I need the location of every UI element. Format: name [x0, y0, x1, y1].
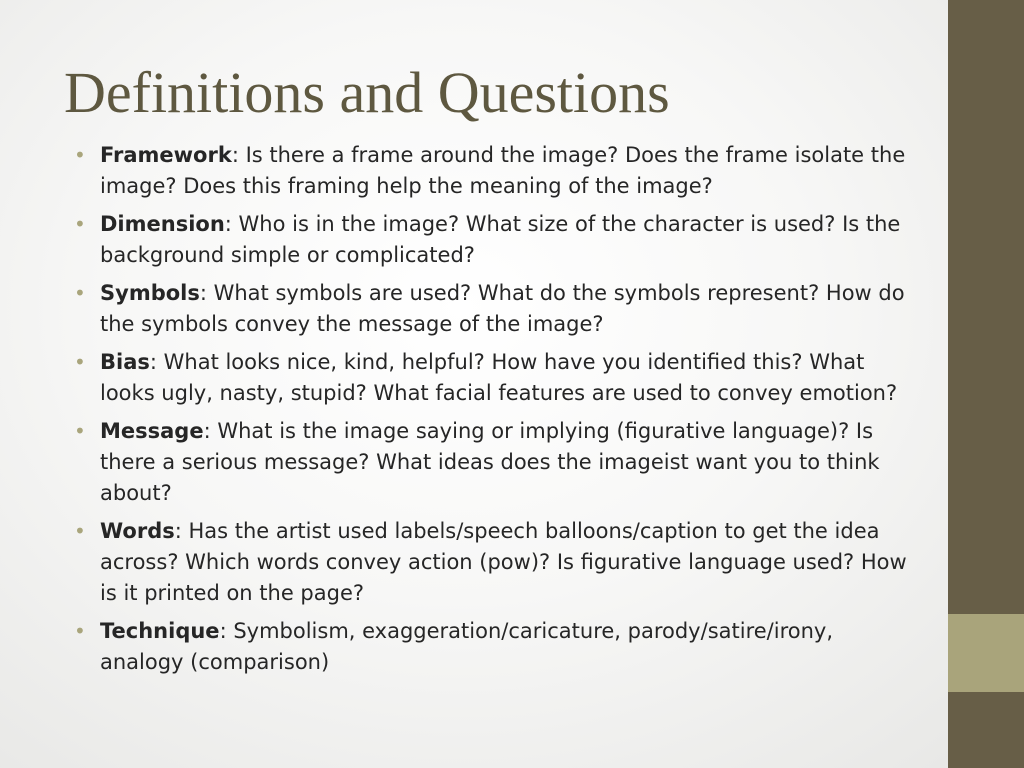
- side-bar-accent: [948, 614, 1024, 692]
- bullet-text: : What symbols are used? What do the symbols represent? How do the symbols convey the message of the image?: [100, 281, 905, 336]
- bullet-list: [72, 140, 922, 685]
- bullet-item-bias: [72, 347, 922, 409]
- bullet-item-words: [72, 516, 922, 609]
- bullet-dot-icon: •: [74, 419, 86, 443]
- bullet-text: : Who is in the image? What size of the character is used? Is the background simple or complicated?: [100, 212, 901, 267]
- bullet-text: : Symbolism, exaggeration/caricature, parody/satire/irony, analogy (comparison): [100, 619, 834, 674]
- bullet-dot-icon: •: [74, 143, 86, 167]
- bullet-dot-icon: •: [74, 519, 86, 543]
- slide-title: Definitions and Questions: [64, 60, 670, 125]
- bullet-dot-icon: •: [74, 350, 86, 374]
- bullet-item-framework: [72, 140, 922, 202]
- bullet-term: Technique: [100, 619, 220, 643]
- bullet-item-symbols: [72, 278, 922, 340]
- side-bar: [948, 0, 1024, 768]
- bullet-dot-icon: •: [74, 281, 86, 305]
- bullet-text: : Is there a frame around the image? Does the frame isolate the image? Does this framing help the meaning of the image?: [100, 143, 906, 198]
- bullet-term: Dimension: [100, 212, 225, 236]
- bullet-term: Words: [100, 519, 175, 543]
- bullet-item-technique: [72, 616, 922, 678]
- bullet-term: Framework: [100, 143, 232, 167]
- bullet-dot-icon: •: [74, 619, 86, 643]
- bullet-dot-icon: •: [74, 212, 86, 236]
- bullet-term: Message: [100, 419, 204, 443]
- bullet-text: : What is the image saying or implying (figurative language)? Is there a serious message? What ideas does the imageist want you to think about?: [100, 419, 880, 505]
- bullet-text: : What looks nice, kind, helpful? How have you identified this? What looks ugly, nasty, stupid? What facial features are used to convey emotion?: [100, 350, 898, 405]
- bullet-item-dimension: [72, 209, 922, 271]
- bullet-item-message: [72, 416, 922, 509]
- bullet-text: : Has the artist used labels/speech balloons/caption to get the idea across? Which words convey action (pow)? Is figurative language used? How is it printed on the page?: [100, 519, 907, 605]
- bullet-term: Symbols: [100, 281, 200, 305]
- bullet-term: Bias: [100, 350, 150, 374]
